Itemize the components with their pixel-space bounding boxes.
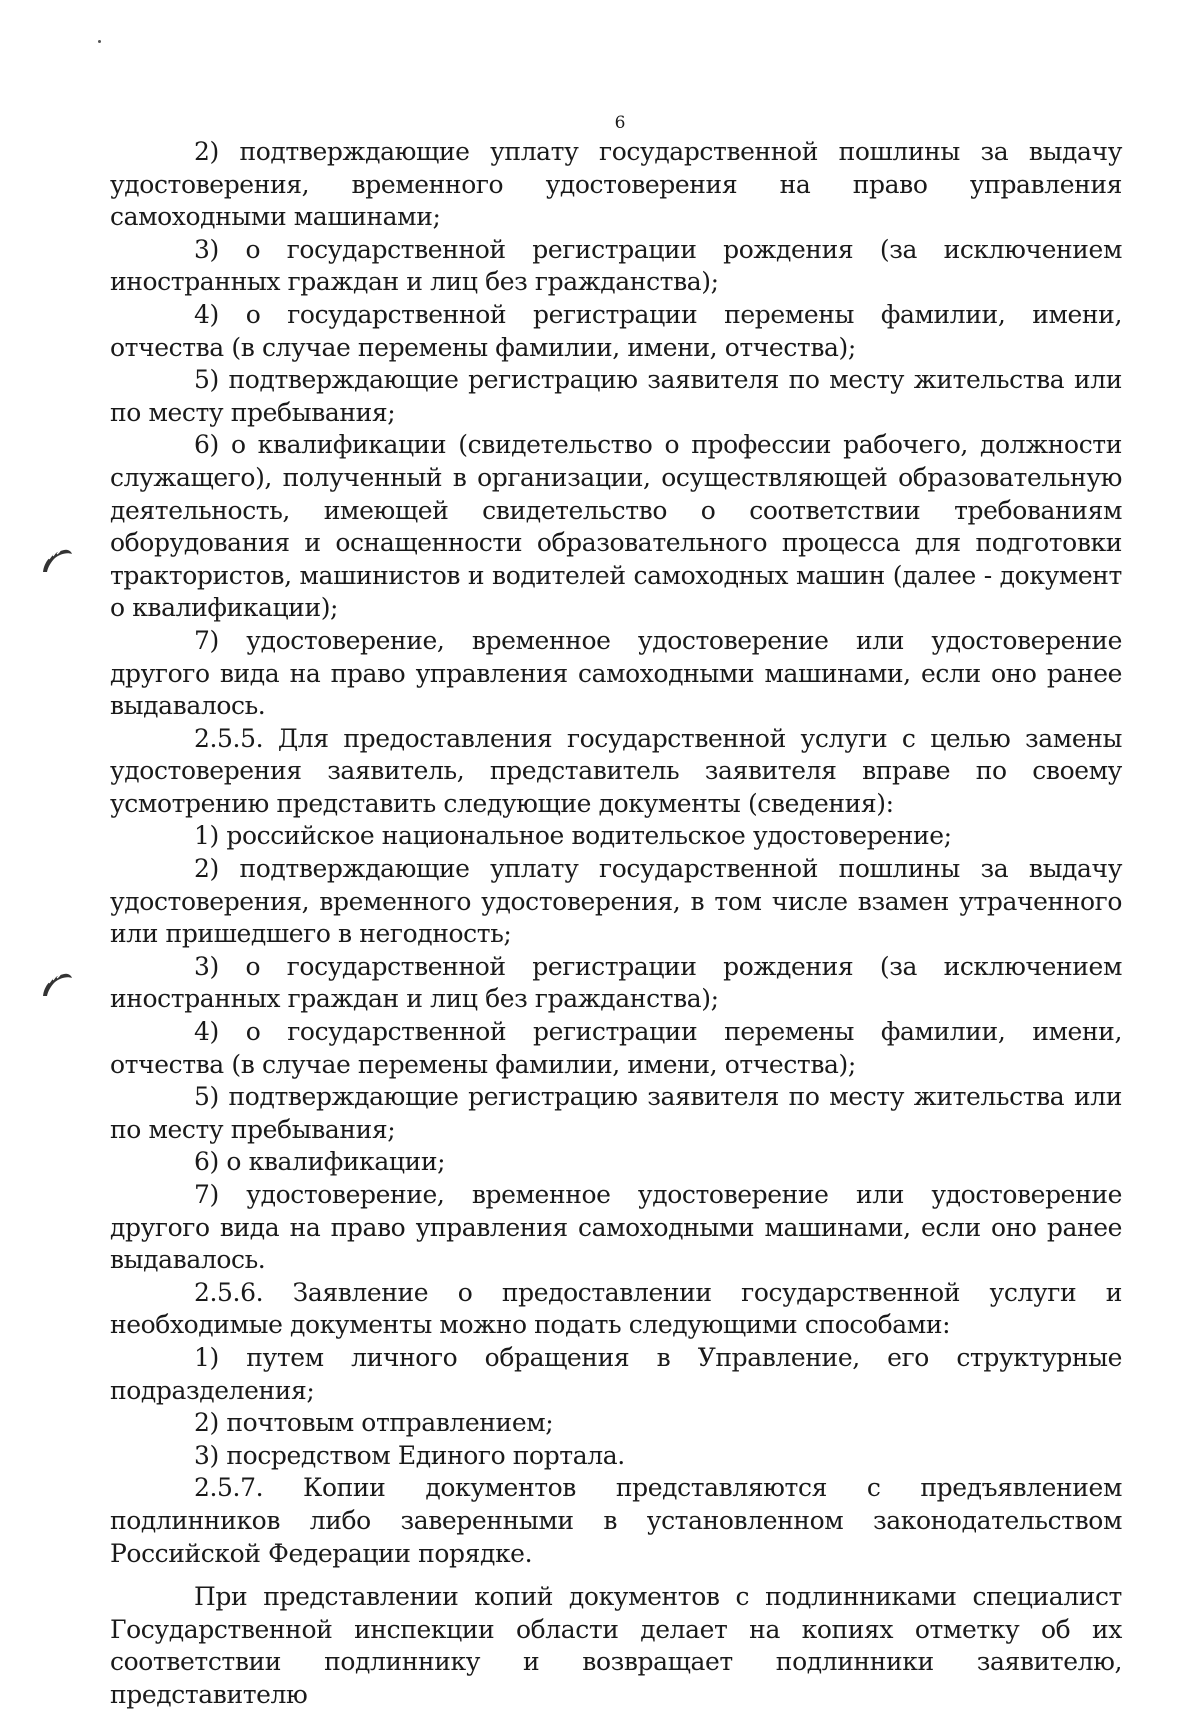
paragraph-copies-verification: При представлении копий документов с подлинниками специалист Государственной инспекции области делает на копиях отметку об их соответствии подлиннику и возвращает подлинники заявителю, представителю	[110, 1582, 1122, 1709]
paragraph-item-3-birth-replacement: 3) о государственной регистрации рождения (за исключением иностранных граждан и лиц без гражданства);	[110, 951, 1122, 1014]
paragraph-item-4-name-change: 4) о государственной регистрации перемены фамилии, имени, отчества (в случае перемены фамилии, имени, отчества);	[110, 299, 1122, 362]
paragraph-method-2-mail: 2) почтовым отправлением;	[194, 1408, 554, 1438]
paragraph-item-4-name-change-replacement: 4) о государственной регистрации перемены фамилии, имени, отчества (в случае перемены фамилии, имени, отчества);	[110, 1017, 1122, 1079]
paragraph-item-5-registration-replacement: 5) подтверждающие регистрацию заявителя по месту жительства или по месту пребывания;	[110, 1082, 1122, 1144]
paragraph-method-3-portal: 3) посредством Единого портала.	[194, 1440, 625, 1470]
paragraph-item-5-registration: 5) подтверждающие регистрацию заявителя по месту жительства или по месту пребывания;	[110, 365, 1122, 427]
paragraph-item-7-license-replacement: 7) удостоверение, временное удостоверение или удостоверение другого вида на право управления самоходными машинами, если оно ранее выдавалось.	[110, 1180, 1122, 1275]
paragraph-item-1-national-license: 1) российское национальное водительское удостоверение;	[194, 821, 952, 851]
paragraph-item-7-license: 7) удостоверение, временное удостоверение или удостоверение другого вида на право управления самоходными машинами, если оно ранее выдавалось.	[110, 625, 1122, 721]
paragraph-item-6-qualification-short: 6) о квалификации;	[194, 1147, 446, 1177]
paragraph-item-3-birth: 3) о государственной регистрации рождения (за исключением иностранных граждан и лиц без гражданства);	[110, 234, 1122, 297]
paragraph-method-1-personal: 1) путем личного обращения в Управление, его структурные подразделения;	[110, 1342, 1122, 1405]
punch-mark-icon	[40, 969, 74, 999]
paragraph-section-2-5-5: 2.5.5. Для предоставления государственной услуги с целью замены удостоверения заявитель, представитель заявителя вправе по своему усмотрению представить следующие документы (сведения):	[110, 723, 1122, 818]
scan-speck	[98, 40, 101, 43]
paragraph-item-2-fee: 2) подтверждающие уплату государственной пошлины за выдачу удостоверения, временного удостоверения на право управления самоходными машинами;	[110, 137, 1122, 232]
paragraph-section-2-5-7: 2.5.7. Копии документов представляются с предъявлением подлинников либо заверенными в установленном законодательством Российской Федерации порядке.	[110, 1473, 1122, 1568]
punch-mark-icon	[40, 545, 74, 575]
paragraph-item-6-qualification: 6) о квалификации (свидетельство о профессии рабочего, должности служащего), полученный в организации, осуществляющей образовательную деятельность, имеющей свидетельство о соответствии требованиям оборудования и оснащенности образовательного процесса для подготовки трактористов, машинистов и водителей самоходных машин (далее - документ о квалификации);	[110, 430, 1122, 623]
document-body	[110, 136, 1122, 1712]
page-number: 6	[614, 113, 626, 133]
paragraph-section-2-5-6: 2.5.6. Заявление о предоставлении государственной услуги и необходимые документы можно подать следующими способами:	[110, 1277, 1122, 1340]
paragraph-item-2-fee-replacement: 2) подтверждающие уплату государственной пошлины за выдачу удостоверения, временного удостоверения, в том числе взамен утраченного или пришедшего в негодность;	[110, 854, 1122, 949]
